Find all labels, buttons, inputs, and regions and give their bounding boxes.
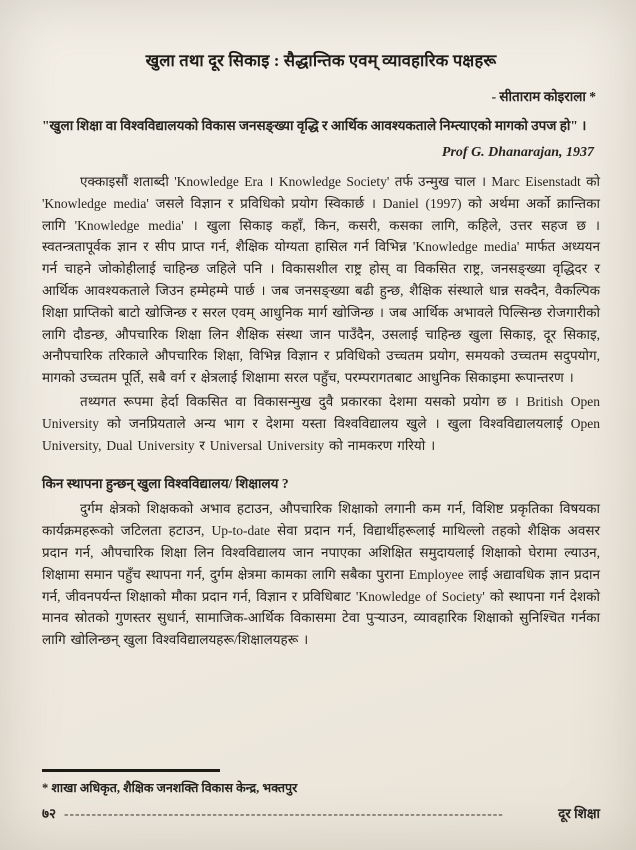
body-paragraph-2: तथ्यगत रूपमा हेर्दा विकसित वा विकासन्मुख दुवै प्रकारका देशमा यसको प्रयोग छ । British Open University को जनप्रियताले अन्य भाग र देशमा यस्ता विश्वविद्यालय खुले । खुला विश्वविद्यालयलाई Open University, Dual University र Universal University को नामकरण गरियो । [42,393,600,453]
footnote-text: * शाखा अधिकृत, शैक्षिक जनशक्ति विकास केन्द्र, भक्तपुर [42,781,298,795]
quote-attribution: Prof G. Dhanarajan, 1937 [441,145,594,160]
opening-quote: "खुला शिक्षा वा विश्वविद्यालयको विकास जनसङ्ख्या वृद्धि र आर्थिक आवश्यकताले निम्त्याएको मागको उपज हो" । [42,118,587,133]
page-number: ७२ [42,806,57,821]
body-paragraph-1: एक्काइसौं शताब्दी 'Knowledge Era । Knowledge Society' तर्फ उन्मुख चाल । Marc Eisenstadt को 'Knowledge media' जसले विज्ञान र प्रविधिको प्रयोग स्विकार्छ । Daniel (1997) को अर्थमा अर्को क्रान्तिका लागि 'Knowledge media' । खुला सिकाइ कहाँ, किन, कसरी, कसका लागि, कहिले, उत्तर सहज छ । स्वतन्त्रतापूर्वक ज्ञान र सीप प्राप्त गर्न, शैक्षिक योग्यता हासिल गर्न विभिन्न 'Knowledge media' मार्फत अध्ययन गर्न चाहने जोकोहीलाई चाहिन्छ जहिले पनि । विकासशील राष्ट्र होस् वा विकसित राष्ट्र, जनसङ्ख्या वृद्धिदर र आर्थिक आवश्यकताले जिउन हम्मेहम्मे पार्छ । जब जनसङ्ख्या बढी हुन्छ, शैक्षिक संस्थाले धान्न सक्दैन, वैकल्पिक शिक्षा प्राप्तिको बाटो खोजिन्छ र सरल एवम् आधुनिक मार्ग खोजिन्छ । जब आर्थिक अभावले पिल्सिन्छ रोजगारीको लागि दौडन्छ, औपचारिक शिक्षा लिन शैक्षिक संस्था जान पाउँदैन, उसलाई चाहिन्छ खुला सिकाइ, दूर सिकाइ, अनौपचारिक तरिकाले औपचारिक शिक्षा, विभिन्न विज्ञान र प्रविधिको उच्चतम प्रयोग, समयको उच्चतम सदुपयोग, मागको उच्चतम पूर्ति, सबै वर्ग र क्षेत्रलाई शिक्षामा सरल पहुँच, परम्परागतबाट आधुनिक सिकाइमा रूपान्तरण । [42,174,600,386]
author-byline: - सीताराम कोइराला * [491,89,596,104]
document-title: खुला तथा दूर सिकाइ : सैद्धान्तिक एवम् व्यावहारिक पक्षहरू [145,51,497,70]
footer-dashed-rule: -------------------------------------------------------------------------------- [64,806,504,821]
footer-journal-label: दूर शिक्षा [558,806,600,821]
page-content [42,48,600,653]
page-footer [42,804,600,822]
footnote-separator-rule [42,769,220,772]
section-heading: किन स्थापना हुन्छन् खुला विश्वविद्यालय/ शिक्षालय ? [42,476,289,492]
section-paragraph: दुर्गम क्षेत्रको शिक्षकको अभाव हटाउन, औपचारिक शिक्षाको लगानी कम गर्न, विशिष्ट प्रकृतिका विषयका कार्यक्रमहरूको जटिलता हटाउन, Up-to-date सेवा प्रदान गर्न, विद्यार्थीहरूलाई माथिल्लो तहको शैक्षिक अवसर प्रदान गर्न, औपचारिक शिक्षा लिन विश्वविद्यालय जान नपाएका अशिक्षित समुदायलाई शिक्षाको घेरामा ल्याउन, शिक्षामा समान पहुँच स्थापना गर्न, दुर्गम क्षेत्रमा कामका लागि सबैका पुराना Employee लाई अद्यावधिक ज्ञान प्रदान गर्न, जीवनपर्यन्त शिक्षाको मौका प्रदान गर्न, विज्ञान र प्रविधिबाट 'Knowledge of Society' को स्थापना गर्न देशको मानव स्रोतको गुणस्तर सुधार्न, सामाजिक-आर्थिक विकासमा टेवा पुर्‍याउन, व्यावहारिक शिक्षाको सुनिश्चित गर्नका लागि खोलिन्छन् खुला विश्वविद्यालयहरू/शिक्षालयहरू । [42,501,600,648]
footnote-area [42,769,600,822]
